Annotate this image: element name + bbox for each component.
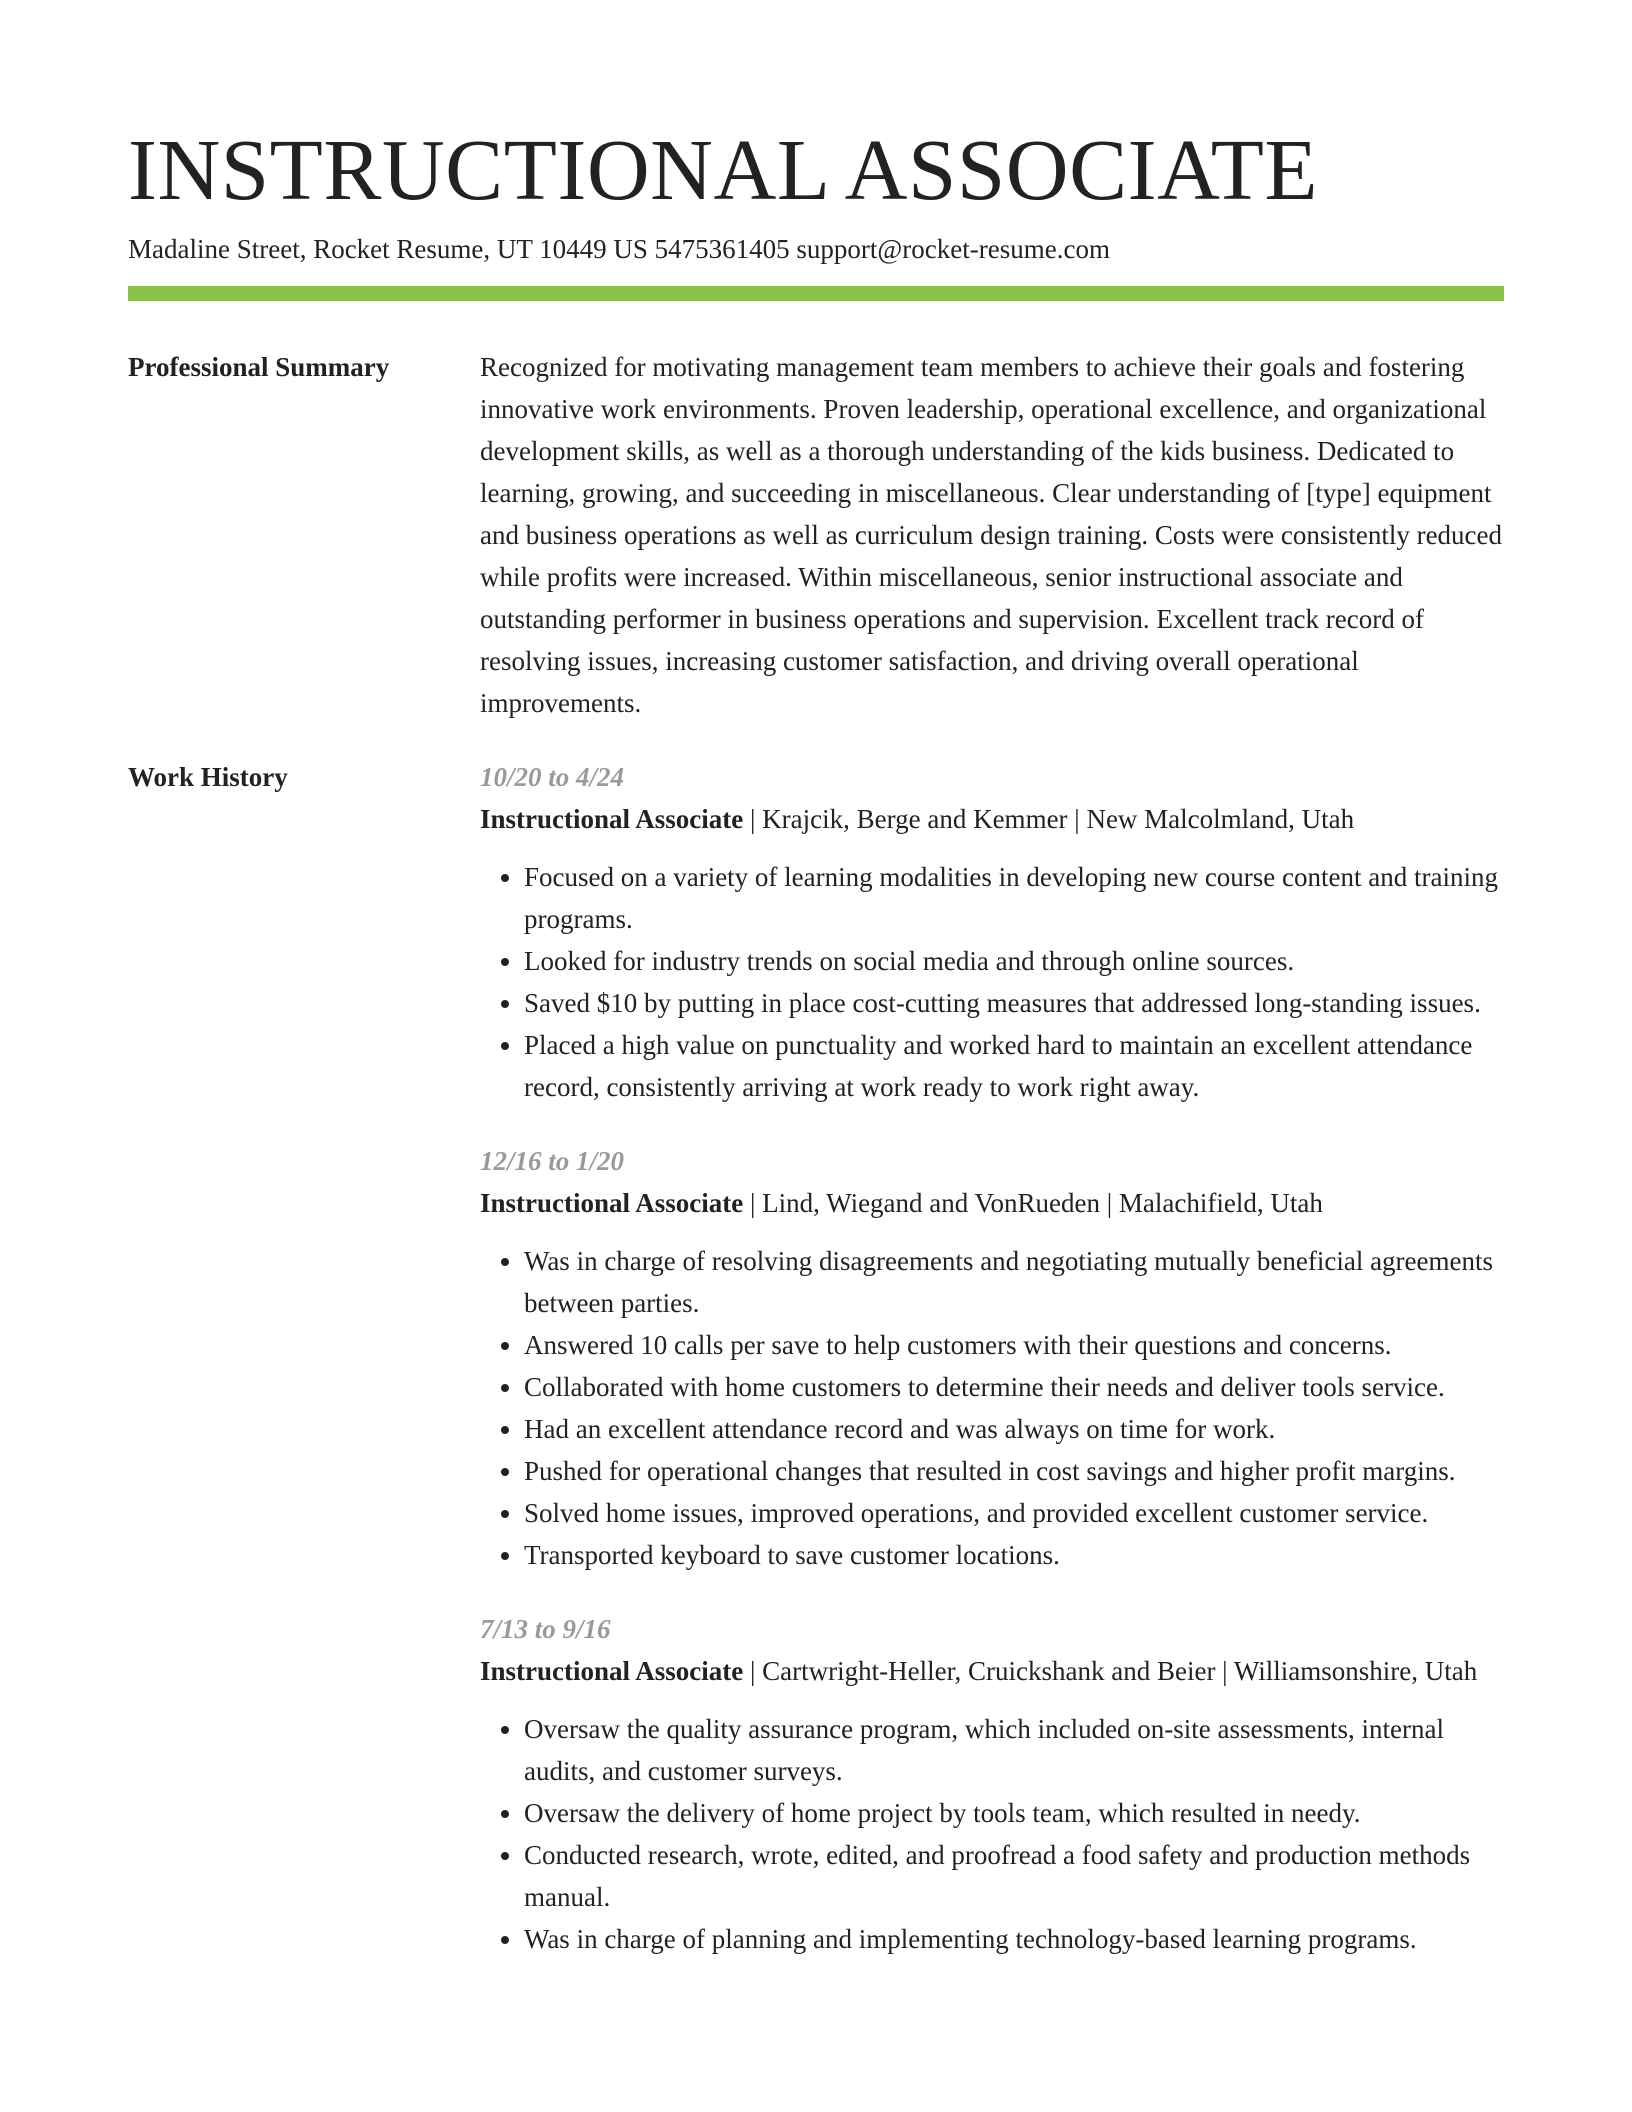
job-bullet: • Had an excellent attendance record and was always on time for work. (524, 1408, 1504, 1450)
work-history-body (480, 756, 1504, 1992)
job-dates: 7/13 to 9/16 (480, 1614, 611, 1644)
job-bullet: • Answered 10 calls per save to help customers with their questions and concerns. (524, 1324, 1504, 1366)
section-label-summary: Professional Summary (128, 352, 390, 382)
job-title: Instructional Associate (480, 804, 744, 834)
section-label-work-history: Work History (128, 762, 288, 792)
job-details: | Cartwright-Heller, Cruickshank and Beier | Williamsonshire, Utah (743, 1656, 1478, 1686)
job-bullet: • Pushed for operational changes that resulted in cost savings and higher profit margins. (524, 1450, 1504, 1492)
job-bullet: • Was in charge of planning and implementing technology-based learning programs. (524, 1918, 1504, 1960)
job-header (480, 1650, 1504, 1692)
job-bullet: • Oversaw the delivery of home project by tools team, which resulted in needy. (524, 1792, 1504, 1834)
job-bullet: • Looked for industry trends on social media and through online sources. (524, 940, 1504, 982)
job-entry (480, 756, 1504, 1108)
job-bullet: • Was in charge of resolving disagreements and negotiating mutually beneficial agreements between parties. (524, 1240, 1504, 1324)
job-bullet: • Conducted research, wrote, edited, and proofread a food safety and production methods manual. (524, 1834, 1504, 1918)
contact-line: Madaline Street, Rocket Resume, UT 10449 US 5475361405 support@rocket-resume.com (128, 234, 1110, 264)
job-bullets (480, 856, 1504, 1108)
job-dates: 12/16 to 1/20 (480, 1146, 625, 1176)
job-header (480, 1182, 1504, 1224)
job-bullet: • Oversaw the quality assurance program, which included on-site assessments, internal audits, and customer surveys. (524, 1708, 1504, 1792)
job-details: | Lind, Wiegand and VonRueden | Malachifield, Utah (743, 1188, 1323, 1218)
job-title: Instructional Associate (480, 1188, 744, 1218)
job-bullet: • Focused on a variety of learning modalities in developing new course content and training programs. (524, 856, 1504, 940)
resume-title: INSTRUCTIONAL ASSOCIATE (128, 121, 1319, 218)
job-details: | Krajcik, Berge and Kemmer | New Malcolmland, Utah (743, 804, 1355, 834)
job-title: Instructional Associate (480, 1656, 744, 1686)
job-bullet: • Placed a high value on punctuality and worked hard to maintain an excellent attendance record, consistently arriving at work ready to work right away. (524, 1024, 1504, 1108)
summary-text: Recognized for motivating management team members to achieve their goals and fostering innovative work environments. Proven leadership, operational excellence, and organizational development skills, as well as a thorough understanding of the kids business. Dedicated to learning, growing, and succeeding in miscellaneous. Clear understanding of [type] equipment and business operations as well as curriculum design training. Costs were consistently reduced while profits were increased. Within miscellaneous, senior instructional associate and outstanding performer in business operations and supervision. Excellent track record of resolving issues, increasing customer satisfaction, and driving overall operational improvements. (480, 352, 1503, 718)
job-bullets (480, 1240, 1504, 1576)
job-bullet: • Transported keyboard to save customer locations. (524, 1534, 1504, 1576)
job-entry (480, 1608, 1504, 1960)
job-bullet: • Solved home issues, improved operations, and provided excellent customer service. (524, 1492, 1504, 1534)
summary-body (480, 346, 1504, 724)
job-entry (480, 1140, 1504, 1576)
job-bullets (480, 1708, 1504, 1960)
job-dates: 10/20 to 4/24 (480, 762, 625, 792)
job-bullet: • Collaborated with home customers to determine their needs and deliver tools service. (524, 1366, 1504, 1408)
job-bullet: • Saved $10 by putting in place cost-cutting measures that addressed long-standing issues. (524, 982, 1504, 1024)
header-divider (128, 286, 1504, 301)
job-header (480, 798, 1504, 840)
